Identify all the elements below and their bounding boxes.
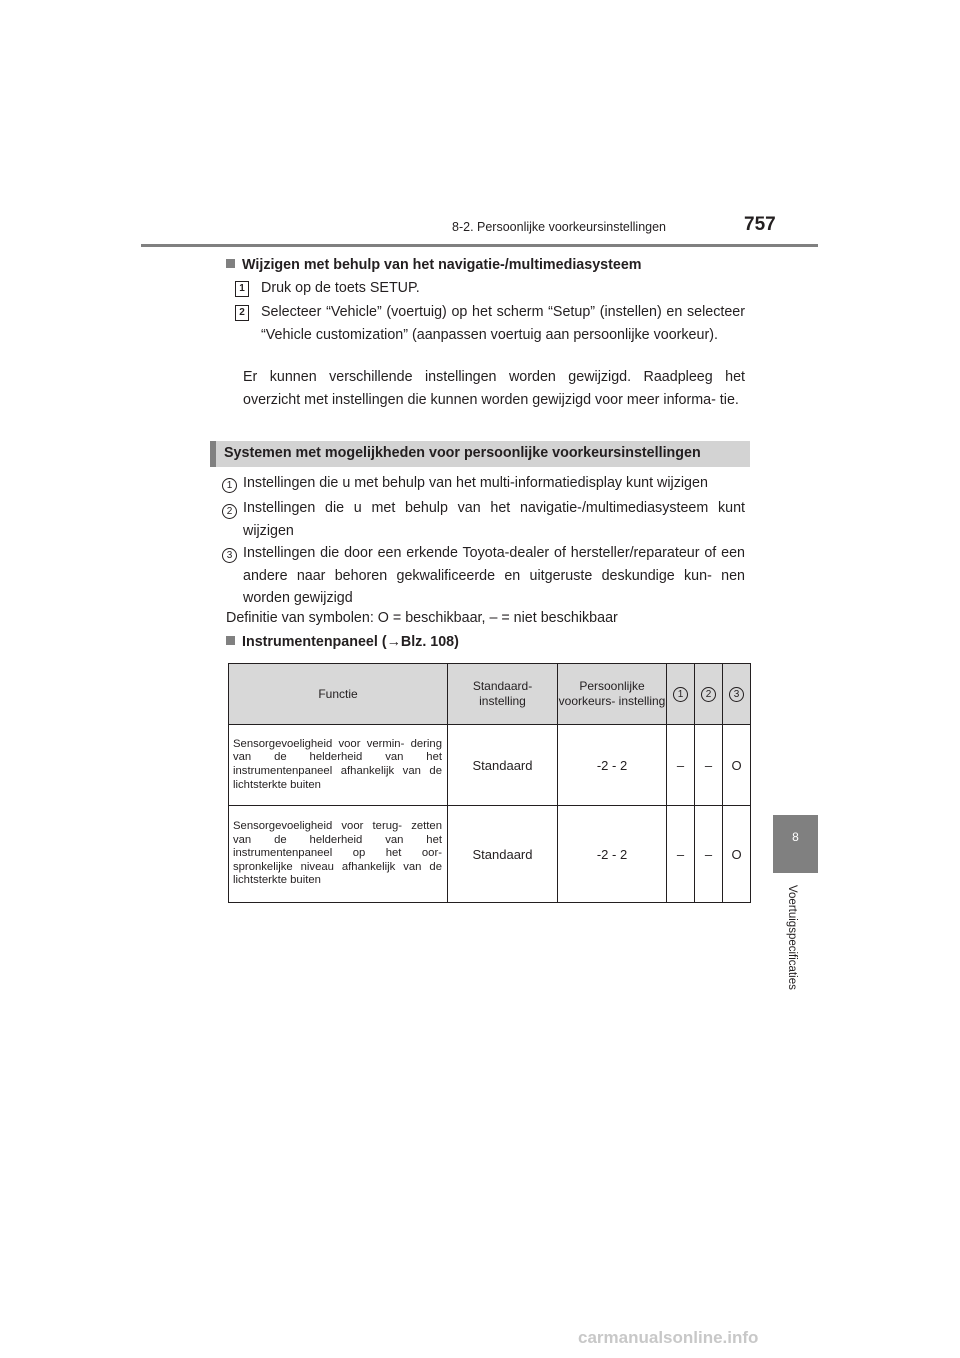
table-cell-function: Sensorgevoeligheid voor terug- zetten van de helderheid van het instrumentenpaneel op het oor- spronkelijke niveau afhankelijk van de lichtsterkte buiten	[229, 806, 448, 903]
chapter-tab-label: Voertuigspecificaties	[786, 885, 798, 990]
square-bullet-icon	[226, 259, 235, 268]
table-cell-custom: -2 - 2	[558, 725, 667, 806]
table-cell-availability: O	[723, 725, 751, 806]
circled-number-icon: 3	[222, 545, 237, 563]
table-row	[229, 806, 751, 903]
section-heading-bar	[210, 441, 750, 467]
system-item-text: Instellingen die u met behulp van het navigatie-/multimediasysteem kunt wijzigen	[243, 500, 745, 539]
settings-table	[228, 663, 751, 903]
page-number: 757	[744, 214, 776, 235]
table-cell-availability: –	[667, 806, 695, 903]
column-header-default: Standaard- instelling	[448, 664, 558, 725]
table-cell-default: Standaard	[448, 806, 558, 903]
square-bullet-icon	[226, 636, 235, 645]
system-item-text: Instellingen die u met behulp van het multi-informatiedisplay kunt wijzigen	[243, 475, 708, 491]
instrument-heading: Instrumentenpaneel (→Blz. 108)	[226, 631, 459, 654]
column-header-1	[667, 664, 695, 725]
table-cell-availability: –	[667, 725, 695, 806]
circled-number-icon: 3	[729, 687, 744, 702]
step-number-box: 1	[235, 281, 249, 297]
column-header-custom: Persoonlijke voorkeurs- instelling	[558, 664, 667, 725]
table-cell-availability: –	[695, 725, 723, 806]
chapter-tab	[773, 815, 818, 873]
step-text: Druk op de toets SETUP.	[261, 280, 420, 296]
circled-number-icon: 2	[701, 687, 716, 702]
running-header-section: 8-2. Persoonlijke voorkeursinstellingen	[452, 220, 667, 234]
table-cell-availability: –	[695, 806, 723, 903]
step-text: Selecteer “Vehicle” (voertuig) op het scherm “Setup” (instellen) en selecteer “Vehicle customization” (aanpassen voertuig aan persoonlijke voorkeur).	[261, 304, 745, 343]
header-divider	[141, 244, 818, 247]
section-heading: Systemen met mogelijkheden voor persoonlijke voorkeursinstellingen	[224, 445, 701, 461]
column-header-2	[695, 664, 723, 725]
symbol-legend: Definitie van symbolen: O = beschikbaar, – = niet beschikbaar	[226, 610, 618, 626]
circled-number-icon: 1	[222, 475, 237, 493]
column-header-3	[723, 664, 751, 725]
watermark-text: carmanualsonline.info	[578, 1328, 759, 1347]
circled-number-icon: 2	[222, 501, 237, 519]
circled-number-icon: 1	[673, 687, 688, 702]
table-cell-availability: O	[723, 806, 751, 903]
intro-paragraph: Er kunnen verschillende instellingen worden gewijzigd. Raadpleeg het overzicht met instellingen die kunnen worden gewijzigd voor meer informa- tie.	[243, 369, 745, 408]
column-header-function: Functie	[229, 664, 448, 725]
table-cell-function: Sensorgevoeligheid voor vermin- dering van de helderheid van het instrumentenpaneel afhankelijk van de lichtsterkte buiten	[229, 725, 448, 806]
table-cell-custom: -2 - 2	[558, 806, 667, 903]
table-cell-default: Standaard	[448, 725, 558, 806]
chapter-tab-number: 8	[792, 830, 799, 844]
table-header-row	[229, 664, 751, 725]
table-row	[229, 725, 751, 806]
step-number-box: 2	[235, 305, 249, 321]
system-item-text: Instellingen die door een erkende Toyota-dealer of hersteller/reparateur of een andere naar behoren gekwalificeerde en uitgeruste deskundige kun- nen worden gewijzigd	[243, 545, 745, 606]
intro-heading: Wijzigen met behulp van het navigatie-/multimediasysteem	[226, 254, 641, 277]
